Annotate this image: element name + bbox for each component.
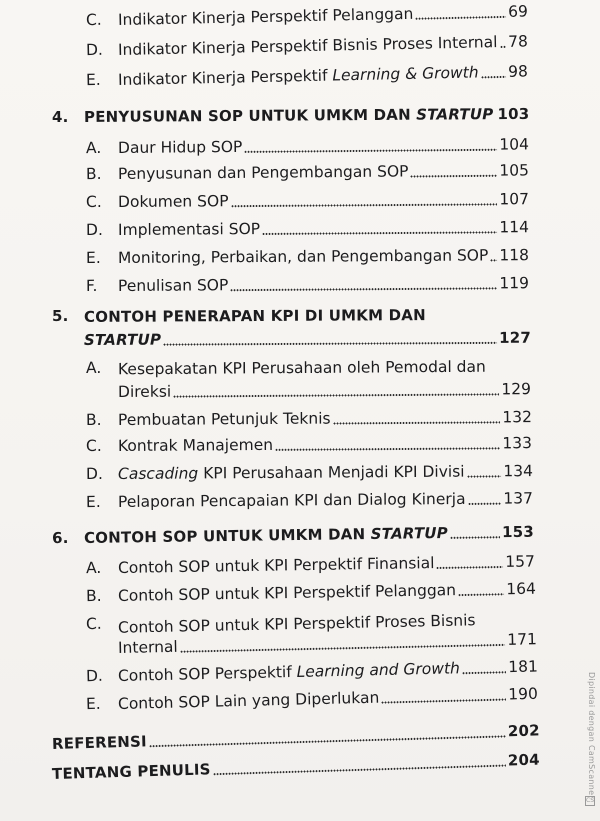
entry-title-text: KPI Perusahaan Menjadi KPI Divisi [198,462,465,483]
dot-leader [333,421,501,424]
entry-title [118,435,273,456]
entry-line [52,720,540,754]
entry-title [118,580,456,606]
entry-title-text: PENYUSUNAN SOP UNTUK UMKM DAN [83,105,417,126]
entry-letter: D. [85,464,103,484]
entry-title [84,330,161,350]
dot-leader [163,342,497,346]
page-number: 114 [499,218,530,237]
page-number: 164 [506,579,537,599]
entry-title [118,688,380,714]
page-number: 103 [497,104,530,124]
entry-title-italic: Learning and Growth [296,659,461,681]
entry-title [118,462,465,484]
dot-leader [262,231,497,235]
entry-title [84,523,448,548]
entry-line [118,273,529,296]
dot-leader [490,259,497,261]
page-number: 98 [507,62,529,81]
entry-line [118,189,529,212]
entry-title-italic: STARTUP [370,523,449,543]
scanner-logo-icon: CS [586,797,594,804]
entry-title-text: Contoh SOP untuk KPI Perspektif Pelanggan [117,581,457,605]
page-number: 105 [499,161,530,180]
entry-letter: B. [85,410,102,430]
entry-letter: C. [85,436,102,456]
page-number: 190 [508,684,539,704]
entry-line [118,1,528,30]
entry-letter: A. [85,358,102,378]
entry-title-italic: Learning & Growth [332,63,479,85]
dot-leader [275,447,500,451]
entry-line [118,684,538,714]
page-number: 132 [502,408,533,427]
entry-line [118,579,536,606]
entry-title-text: Direksi [117,382,172,401]
entry-title [118,4,414,30]
entry-letter: D. [85,220,103,240]
entry-line [118,551,535,578]
page-number: 119 [499,274,530,293]
dot-leader [381,699,506,704]
entry-title-text: Indikator Kinerja Perspektif Bisnis Proses Internal [117,33,498,59]
page-number: 202 [507,721,541,741]
entry-title-text: REFERENSI [51,732,148,753]
page-number: 153 [501,522,535,542]
entry-letter: D. [85,666,104,686]
entry-letter: D. [85,40,104,60]
dot-leader [481,76,507,79]
entry-title-text: Penyusunan dan Pengembangan SOP [117,162,409,183]
entry-title [118,161,409,184]
chapter-number: 6. [51,528,69,548]
dot-leader [230,287,497,291]
entry-title-text: Indikator Kinerja Perspektif [117,66,333,89]
chapter-number: 4. [51,107,69,127]
entry-title-italic: STARTUP [83,330,162,349]
entry-title [118,32,498,60]
dot-leader [450,536,500,539]
entry-letter: A. [85,138,102,158]
entry-title [118,658,460,686]
entry-title-text: Pelaporan Pencapaian KPI dan Dialog Kinerja [117,489,466,511]
dot-leader [244,149,497,153]
entry-title [118,191,229,212]
dot-leader [436,566,503,569]
entry-title [118,489,466,512]
entry-line [118,379,531,402]
entry-title [118,409,331,430]
entry-letter: C. [85,192,102,212]
entry-title-italic: Cascading [117,464,199,483]
entry-line [118,245,529,268]
entry-line [118,656,538,686]
entry-line [118,217,529,240]
page-number: 118 [499,246,530,265]
entry-letter: C. [85,10,102,30]
entry-letter: E. [85,492,101,512]
page-number: 69 [507,2,529,21]
page-number: 127 [499,328,532,347]
page-number: 133 [502,434,533,453]
page-number: 107 [499,190,530,209]
entry-title-text: Dokumen SOP [117,192,229,211]
dot-leader [415,16,506,20]
entry-title-line1: CONTOH PENERAPAN KPI DI UMKM DAN [83,306,426,326]
page-number: 171 [507,630,538,649]
entry-title [118,137,243,158]
page-number: 134 [503,462,534,481]
entry-title-text: CONTOH SOP UNTUK UMKM DAN [83,524,371,547]
entry-letter: E. [85,70,101,90]
entry-letter: F. [85,276,98,296]
entry-title-italic: STARTUP [416,105,494,124]
entry-title [118,553,435,578]
entry-line [118,160,529,184]
entry-line [118,407,532,430]
dot-leader [173,393,499,397]
entry-title [52,731,147,754]
entry-title-text: Kontrak Manajemen [117,435,274,455]
entry-line [84,104,529,127]
entry-title [118,219,260,240]
entry-title-text: Contoh SOP Perspektif [117,662,297,685]
entry-title-line1: Contoh SOP untuk KPI Perspektif Proses Bisnis [117,611,476,637]
page-number: 181 [508,657,539,677]
entry-line [84,328,531,350]
entry-title [118,62,479,90]
entry-line [84,522,534,548]
entry-title-text: Daur Hidup SOP [117,137,243,157]
entry-title [52,759,211,784]
entry-title-text: Penulisan SOP [117,276,229,295]
entry-title-text: Contoh SOP Lain yang Diperlukan [117,688,380,713]
entry-letter: C. [85,614,102,634]
entry-title-text: TENTANG PENULIS [51,760,211,783]
entry-letter: B. [85,164,102,184]
entry-letter: B. [85,586,102,606]
entry-title [118,382,171,402]
dot-leader [458,593,504,596]
entry-title [118,275,228,296]
entry-line [118,61,528,90]
entry-title-text: Implementasi SOP [117,220,261,239]
entry-title [118,245,488,268]
entry-line [118,488,533,512]
dot-leader [213,765,506,776]
entry-title-text: Pembuatan Petunjuk Teknis [117,409,331,429]
dot-leader [500,46,507,48]
dot-leader [467,475,502,477]
dot-leader [462,671,506,674]
entry-line [118,433,532,456]
dot-leader [411,175,498,178]
entry-title [84,104,494,127]
entry-title [118,637,178,658]
page-number: 137 [503,489,534,508]
entry-line [118,31,528,60]
entry-line [118,134,529,158]
dot-leader [231,203,498,207]
page-number: 78 [507,32,529,51]
entry-title-text: Contoh SOP untuk KPI Perpektif Finansial [117,554,435,577]
page-number: 204 [507,750,541,770]
page-number: 129 [501,380,532,399]
entry-title-line1: Kesepakatan KPI Perusahaan oleh Pemodal dan [117,357,486,379]
entry-title-text: Internal [117,637,178,657]
entry-line [52,750,540,784]
dot-leader [149,735,506,747]
scanner-watermark: Dipindai dengan CamScanner [587,672,596,799]
page-number: 157 [505,552,536,571]
dot-leader [468,503,502,505]
entry-letter: E. [85,248,101,268]
entry-title-text: Monitoring, Perbaikan, dan Pengembangan SOP [117,246,489,267]
entry-letter: A. [85,558,102,578]
page-number: 104 [499,135,530,154]
entry-letter: E. [85,694,101,714]
dot-leader [180,644,506,653]
entry-title-text: Indikator Kinerja Perspektif Pelanggan [117,4,414,29]
chapter-number: 5. [51,306,69,326]
entry-line [118,461,533,484]
